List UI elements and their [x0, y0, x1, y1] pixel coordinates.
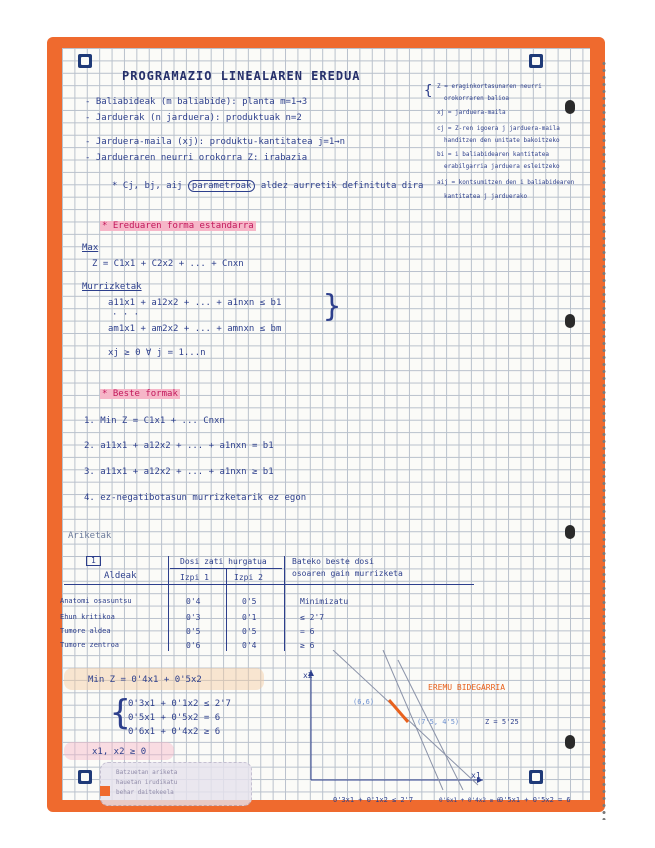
x-axis-label: x1 [471, 771, 481, 780]
point-label: (7'5, 4'5) [417, 718, 460, 726]
sticker-note: Batzuetan ariketa [116, 769, 178, 776]
feasible-region-graph [293, 650, 593, 810]
y-axis-label: x2 [303, 671, 313, 680]
other-form-item: 4. ez-negatibotasun murrizketarik ez egon [84, 493, 307, 503]
table-col-header: Izpi 1 [180, 573, 209, 582]
table-cell: 0'5 [186, 627, 201, 636]
side-note: Z = eraginkortasunaren neurri [437, 83, 542, 90]
side-note: cj = Z-ren igoera j jarduera-maila [437, 125, 560, 132]
curly-brace: { [424, 83, 433, 99]
corner-mark-icon [78, 770, 92, 784]
side-note: bi = i baliabidearen kantitatea [437, 151, 549, 158]
table-cell: 0'4 [186, 597, 201, 606]
table-row-header: Aldeak [104, 571, 137, 581]
definition-line: - Jarduerak (n jarduera): produktuak n=2 [85, 113, 302, 123]
model-constraint: 0'3x1 + 0'1x2 ≤ 2'7 [128, 699, 231, 709]
table-cell: 0'6 [186, 641, 201, 650]
model-objective: Min Z = 0'4x1 + 0'5x2 [88, 675, 202, 685]
binder-hole-icon [565, 100, 575, 114]
feasible-segment [389, 700, 408, 722]
table-cell: 0'5 [242, 597, 257, 606]
table-cell: Anatomi osasuntsu [60, 597, 132, 605]
objective-function: Z = C1x1 + C2x2 + ... + Cnxn [92, 259, 244, 269]
definition-line: - Jarduera-maila (xj): produktu-kantitatea j=1→n [85, 137, 346, 147]
side-note: handitzen den unitate bakoitzeko [444, 137, 560, 144]
section-heading: * Ereduaren forma estandarra [102, 221, 254, 231]
sticker-note: hauetan irudikatu [116, 779, 178, 786]
orange-square-icon [100, 786, 110, 796]
feasible-region-label: EREMU BIDEGARRIA [428, 683, 506, 692]
max-label: Max [82, 243, 99, 253]
table-col-header: Izpi 2 [234, 573, 263, 582]
parameters-prefix: * Cj, bj, aij [112, 181, 183, 191]
parameters-note [112, 182, 423, 191]
exercise-number: 1 [86, 556, 101, 566]
table-rule [284, 556, 285, 651]
side-note: kantitatea j jarduerako [444, 193, 528, 200]
table-cell: 0'5 [242, 627, 257, 636]
other-form-item: 3. a11x1 + a12x2 + ... + a1nxn ≥ b1 [84, 467, 274, 477]
table-cell: Ehun kritikoa [60, 613, 115, 621]
corner-mark-icon [529, 54, 543, 68]
binder-hole-icon [565, 525, 575, 539]
constraint-line: am1x1 + am2x2 + ... + amnxn ≤ bm [108, 324, 282, 334]
table-rule [226, 568, 227, 651]
line-label: 0'5x1 + 0'5x2 = 6 [499, 796, 571, 804]
line-label: 0'6x1 + 0'4x2 ≥ 6 [439, 797, 501, 804]
table-cell: = 6 [300, 627, 315, 636]
parameters-suffix: aldez aurretik definituta dira [260, 181, 424, 191]
model-constraint: 0'6x1 + 0'4x2 ≥ 6 [128, 727, 221, 737]
table-cell: Minimizatu [300, 597, 349, 606]
point-label: (6,6) [353, 698, 375, 706]
table-rule [64, 584, 474, 585]
model-constraint: 0'5x1 + 0'5x2 = 6 [128, 713, 221, 723]
table-cell: Tumore zentroa [60, 641, 120, 649]
side-note: erabilgarria jarduera esleitzeko [444, 163, 560, 170]
corner-mark-icon [78, 54, 92, 68]
curly-brace: { [110, 693, 131, 733]
table-cell: 0'3 [186, 613, 201, 622]
side-note: aij = kontsumitzen den i baliabidearen [437, 179, 575, 186]
table-cell: ≤ 2'7 [300, 613, 325, 622]
table-cell: 0'1 [242, 613, 257, 622]
table-col-right: Bateko beste dosi [292, 557, 374, 566]
table-cell: ≥ 6 [300, 641, 315, 650]
nonneg-condition: xj ≥ 0 ∀ j = 1...n [108, 348, 206, 358]
definition-line: - Baliabideak (m baliabide): planta m=1→3 [85, 97, 308, 107]
line-label: 0'3x1 + 0'1x2 ≤ 2'7 [333, 796, 414, 804]
side-note: orokorraren balioa [444, 95, 510, 102]
table-col-right: osoaren gain murrizketa [292, 569, 403, 578]
spiral-binding [600, 60, 608, 820]
other-form-item: 2. a11x1 + a12x2 + ... + a1nxn = b1 [84, 441, 274, 451]
page-title: PROGRAMAZIO LINEALAREN EREDUA [122, 69, 361, 83]
table-cell: Tumore aldea [60, 627, 111, 635]
constraint-dots: · · · [112, 310, 140, 320]
other-form-item: 1. Min Z = C1x1 + ... Cnxn [84, 416, 225, 426]
z-value-label: Z = 5'25 [485, 718, 519, 726]
side-note: xj = jarduera-maila [437, 109, 506, 116]
table-col-group: Dosi zati hurgatua [180, 557, 267, 566]
binder-hole-icon [565, 314, 575, 328]
constraint-line: a11x1 + a12x2 + ... + a1nxn ≤ b1 [108, 298, 282, 308]
exercises-heading: Ariketak [68, 531, 112, 541]
sticker-note: behar daitekeela [116, 789, 174, 796]
parameters-boxed: parametroak [188, 180, 256, 192]
table-rule [168, 556, 169, 651]
constraints-label: Murrizketak [82, 282, 142, 292]
table-cell: 0'4 [242, 641, 257, 650]
definition-line: - Jardueraren neurri orokorra Z: irabazia [85, 153, 308, 163]
section-heading: * Beste formak [102, 389, 178, 399]
curly-brace: } [323, 289, 342, 324]
model-nonneg: x1, x2 ≥ 0 [92, 747, 147, 757]
